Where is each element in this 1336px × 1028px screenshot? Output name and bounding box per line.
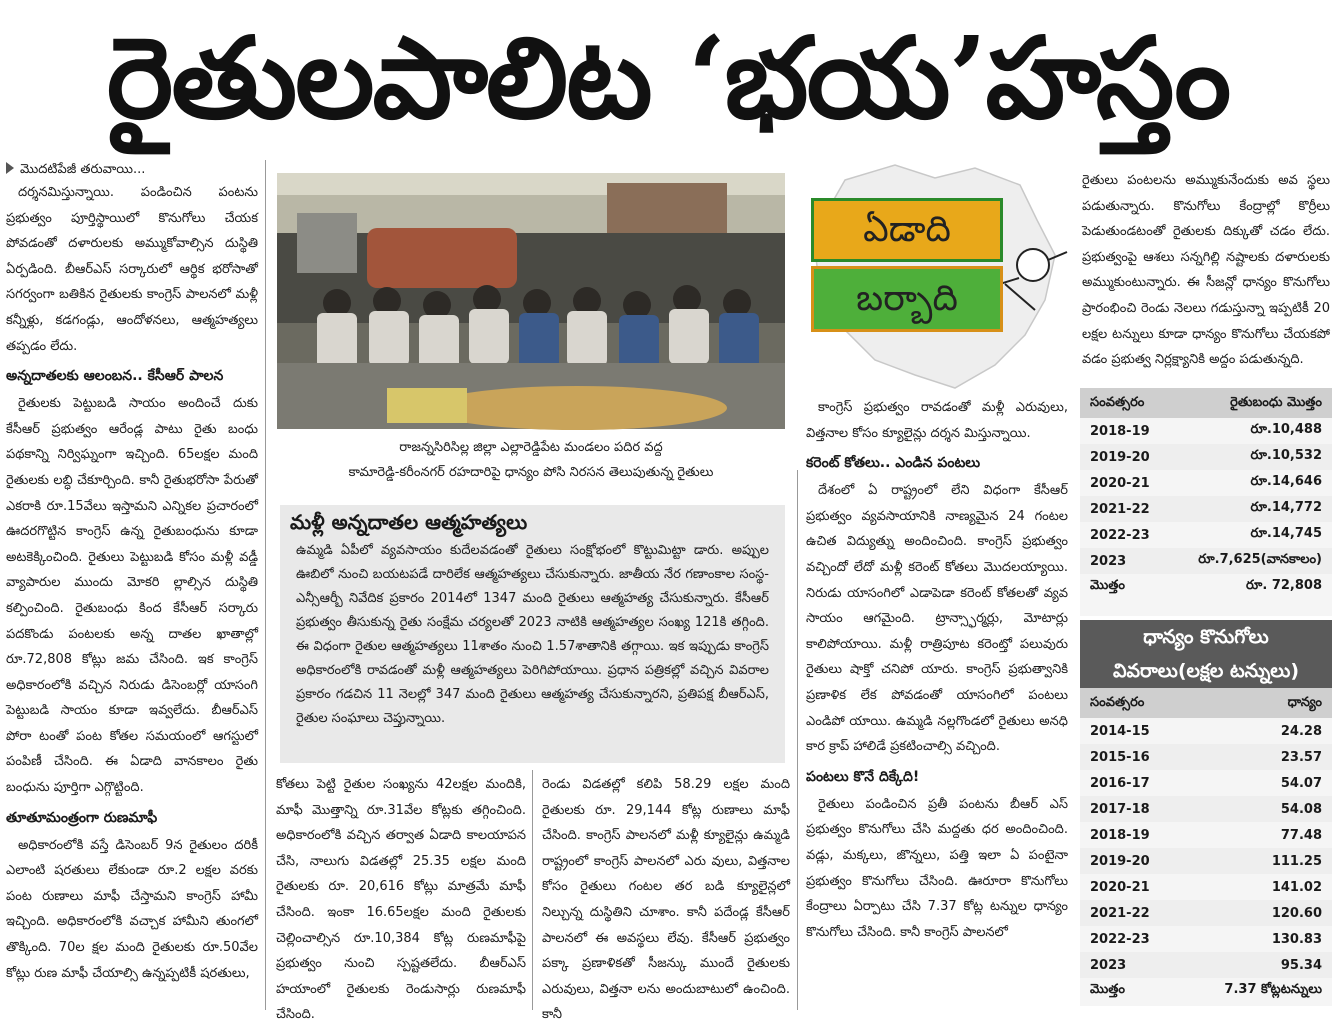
- table-row: [1080, 796, 1332, 822]
- table-row-total: [1080, 574, 1332, 600]
- table-cell-value: రూ.14,745: [1250, 526, 1322, 541]
- column-divider: [265, 160, 266, 1010]
- table1-header-amount: రైతుబంధు మొత్తం: [1230, 395, 1322, 410]
- table-cell-year: 2020-21: [1090, 879, 1150, 895]
- table-cell-year: 2023: [1080, 952, 1182, 978]
- column-divider: [797, 470, 798, 1010]
- table-row: [1080, 444, 1332, 470]
- table2-header-year: సంవత్సరం: [1090, 695, 1145, 710]
- chevron-right-icon: [6, 162, 14, 174]
- table-row: [1080, 522, 1332, 548]
- table2-header: [1080, 688, 1332, 718]
- table-cell-value: 54.07: [1280, 775, 1322, 791]
- table-cell-year: 2022-23: [1090, 527, 1150, 543]
- table-cell-year: 2018-19: [1090, 827, 1150, 843]
- table-row: [1080, 470, 1332, 496]
- table-cell-value: 24.28: [1280, 723, 1322, 739]
- table-cell-year: 2017-18: [1080, 796, 1182, 822]
- suicides-box: [280, 505, 785, 763]
- table-row: [1080, 496, 1332, 522]
- col4-paragraph-1: కాంగ్రెస్ ప్రభుత్వం రావడంతో మళ్లీ ఎరువులు, విత్తనాల కోసం క్యూలైన్లు దర్శన మిస్తున్నాయి.: [806, 400, 1068, 441]
- table-cell-year: 2021-22: [1080, 496, 1170, 522]
- column-4: [806, 395, 1068, 1010]
- photo-caption-line-1: రాజన్నసిరిసిల్ల జిల్లా ఎల్లారెడ్డిపేట మండలం పదిర వద్ద: [399, 440, 663, 455]
- table-cell-value: 54.08: [1182, 796, 1332, 822]
- table-cell-value: రూ.7,625(వానకాలం): [1170, 548, 1332, 574]
- table-cell-year: 2023: [1080, 548, 1170, 574]
- table-row: [1080, 548, 1332, 574]
- table-row: [1080, 770, 1332, 796]
- edadi-barbadi-graphic: [805, 160, 1075, 392]
- col2-paragraph: కోతలు పెట్టి రైతుల సంఖ్యను 42లక్షల మందికి, మాఫీ మొత్తాన్ని రూ.31వేల కోట్లకు తగ్గించింది. అధికారంలోకి వచ్చిన తర్వాత ఏడాది కాలయాపన చేసి, నాలుగు విడతల్లో 25.35 లక్షల మంది రైతులకు రూ. 20,616 కోట్లు మాత్రమే మాఫీ చేసింది. ఇంకా 16.65లక్షల మంది రైతులకు చెల్లించాల్సిన రూ.10,384 కోట్ల రుణమాఫీపై ప్రభుత్వం నుంచి స్పష్టతలేదు. బీఆర్ఎస్ హయాంలో రైతులకు రెండుసార్లు రుణమాఫీ చేసింది.: [276, 777, 526, 1023]
- table2-title-line-2: వివరాలు(లక్షల టన్నులు): [1112, 660, 1300, 682]
- table-cell-value: రూ.14,772: [1170, 496, 1332, 522]
- col3-paragraph: రెండు విడతల్లో కలిపి 58.29 లక్షల మంది రైతులకు రూ. 29,144 కోట్ల రుణాలు మాఫీ చేసింది. కాంగ్రెస్ పాలనలో మళ్లీ క్యూలైన్లు ఉమ్మడి రాష్ట్రంలో కాంగ్రెస్ పాలనలో ఎరు వులు, విత్తనాల కోసం రైతులు గంటల తర బడి క్యూలైన్లలో నిల్చున్న దుస్థితిని చూశాం. కానీ పదేండ్ల కేసీఆర్ పాలనలో ఈ అవస్థలు లేవు. కేసీఆర్ ప్రభుత్వం పక్కా ప్రణాళికతో సీజన్కు ముందే రైతులకు ఎరువులు, విత్తనా లను అందుబాటులో ఉంచింది. కానీ: [542, 777, 790, 1023]
- continuation-line: [6, 160, 258, 180]
- table2-title-line-1: ధాన్యం కొనుగోలు: [1143, 626, 1269, 648]
- table-cell-year: 2019-20: [1080, 444, 1170, 470]
- table2-body: [1080, 718, 1332, 1004]
- table-cell-value: 95.34: [1182, 952, 1332, 978]
- table-cell-year: మొత్తం: [1090, 578, 1125, 593]
- table1-header: [1080, 388, 1332, 418]
- table-cell-year: మొత్తం: [1090, 982, 1125, 997]
- table-cell-value: 111.25: [1182, 848, 1332, 874]
- table-row: [1080, 848, 1332, 874]
- column-5: [1082, 168, 1330, 383]
- col1-paragraph-1: దర్శనమిస్తున్నాయి. పండించిన పంటను ప్రభుత్వం పూర్తిస్థాయిలో కొనుగోలు చేయక పోవడంతో దళారులకు అమ్ముకోవాల్సిన దుస్థితి ఏర్పడింది. బీఆర్ఎస్ సర్కారులో ఆర్థిక భరోసాతో సగర్వంగా బతికిన రైతులకు కాంగ్రెస్ పాలనలో మళ్లీ కన్నీళ్లు, కడగండ్లు, ఆందోళనలు, ఆత్మహత్యలు తప్పడం లేదు.: [6, 185, 258, 354]
- col1-paragraph-2: రైతులకు పెట్టుబడి సాయం అందించే దుకు కేసీఆర్ ప్రభుత్వం ఆరేండ్ల పాటు రైతు బంధు పథకాన్ని నిర్విఘ్నంగా ఇచ్చింది. 65లక్షల మంది రైతులకు లబ్ధి చేకూర్చింది. కానీ రైతుభరోసా పేరుతో ఎకరాకి రూ.15వేలు ఇస్తామని ఎన్నికల ప్రచారంలో ఊదరగొట్టిన కాంగ్రెస్ ఉన్న రైతుబంధును కూడా అటకెక్కించింది. రైతులు పెట్టుబడి కోసం మళ్లీ వడ్డీ వ్యాపారుల ముందు మోకరి ల్లాల్సిన దుస్థితి కల్పించింది. రైతుబంధు కింద కేసీఆర్ సర్కారు పదకొండు పంటలకు అన్న దాతల ఖాతాల్లో రూ.72,808 కోట్లు జమ చేసింది. ఇక కాంగ్రెస్ అధికారంలోకి వచ్చిన నిరుడు డిసెంబర్లో యాసంగి పెట్టుబడి సాయం కూడా ఇవ్వలేదు. బీఆర్ఎస్ పోరా టంతో పంట కోతల సమయంలో ఆగస్టులో పంపిణీ చేసింది. ఈ ఏడాది వానకాలం రైతు బంధును పూర్తిగా ఎగ్గొట్టింది.: [6, 396, 258, 796]
- table-cell-year: 2021-22: [1080, 900, 1182, 926]
- table-cell-year: 2019-20: [1080, 848, 1182, 874]
- table-cell-value: 120.60: [1182, 900, 1332, 926]
- table2-header-grain: ధాన్యం: [1287, 695, 1322, 710]
- table-row: [1080, 418, 1332, 444]
- edadi-label: ఏడాది: [811, 198, 1003, 262]
- column-2-bottom: [276, 772, 526, 1023]
- table-row: [1080, 744, 1332, 770]
- table-row: [1080, 874, 1332, 900]
- col1-subheading-2: తూతూమంత్రంగా రుణమాఫీ: [6, 809, 158, 826]
- table1-body: [1080, 418, 1332, 600]
- barbadi-label: బర్బాది: [811, 266, 1003, 332]
- table-cell-value: 23.57: [1182, 744, 1332, 770]
- col4-subheading-2: పంటలు కొనే దిక్కేది!: [806, 768, 920, 785]
- protest-photo-illustration: [277, 173, 785, 429]
- table-cell-year: 2016-17: [1090, 775, 1150, 791]
- table1-header-year: సంవత్సరం: [1090, 395, 1145, 410]
- column-divider: [532, 770, 533, 1010]
- suicides-box-title: మళ్లీ అన్నదాతల ఆత్మహత్యలు: [290, 510, 528, 534]
- headline: రైతులపాలిట ‘భయ’హస్తం: [106, 13, 1230, 144]
- col1-paragraph-3: అధికారంలోకి వస్తే డిసెంబర్ 9న రైతులం దరికీ ఎలాంటి షరతులు లేకుండా రూ.2 లక్షల వరకు పంట రుణాలు మాఫీ చేస్తామని కాంగ్రెస్ హామీ ఇచ్చింది. అధికారంలోకి వచ్చాక హామీని తుంగలో తొక్కింది. 70ల క్షల మంది రైతులకు రూ.50వేల కోట్లు రుణ మాఫీ చేయాల్సి ఉన్నప్పటికీ షరతులు,: [6, 837, 258, 981]
- table-cell-value: 77.48: [1280, 827, 1322, 843]
- column-3-bottom: [542, 772, 790, 1023]
- grain-procurement-table: [1080, 620, 1332, 1006]
- table-cell-year: 2020-21: [1090, 475, 1150, 491]
- table-cell-value: 141.02: [1271, 879, 1322, 895]
- table-cell-year: 2015-16: [1080, 744, 1182, 770]
- table-cell-year: 2022-23: [1090, 931, 1150, 947]
- col1-subheading-1: అన్నదాతలకు ఆలంబన.. కేసీఆర్ పాలన: [6, 368, 224, 385]
- rythu-bandhu-table: [1080, 388, 1332, 616]
- table-row: [1080, 952, 1332, 978]
- table-cell-value: రూ.10,532: [1170, 444, 1332, 470]
- table-cell-year: 2014-15: [1090, 723, 1150, 739]
- table-row-total: [1080, 978, 1332, 1004]
- table-cell-value: రూ. 72,808: [1245, 578, 1322, 593]
- table-cell-value: 7.37 కోట్లటన్నులు: [1224, 982, 1322, 997]
- col4-paragraph-2: దేశంలో ఏ రాష్ట్రంలో లేని విధంగా కేసీఆర్ ప్రభుత్వం వ్యవసాయానికి నాణ్యమైన 24 గంటల ఉచిత విద్యుత్ను అందించింది. కాంగ్రెస్ ప్రభుత్వం వచ్చిందో లేదో మళ్లీ కరెంట్ కోతలు మొదలయ్యాయి. నిరుడు యాసంగిలో ఎడాపెడా కరెంట్ కోతలతో వ్యవ సాయం ఆగమైంది. ట్రాన్స్ఫార్మర్లు, మోటార్లు కాలిపోయాయి. మళ్లీ రాత్రిపూట కరెంట్తో పలువురు రైతులు షాక్తో చనిపో యారు. కాంగ్రెస్ ప్రభుత్వానికి ప్రణాళిక లేక పోవడంతో యాసంగిలో పంటలు ఎండిపో యాయి. ఉమ్మడి నల్లగొండలో రైతులు అనధి కార క్రాప్ హాలిడే ప్రకటించాల్సి వచ్చింది.: [806, 483, 1068, 755]
- col4-subheading-1: కరెంట్ కోతలు.. ఎండిన పంటలు: [806, 455, 981, 472]
- photo-caption-line-2: కామారెడ్డి-కరీంనగర్ రహదారిపై ధాన్యం పోసి నిరసన తెలుపుతున్న రైతులు: [348, 465, 714, 480]
- col4-paragraph-3: రైతులు పండించిన ప్రతీ పంటను బీఆర్ ఎస్ ప్రభుత్వం కొనుగోలు చేసి మద్దతు ధర అందించింది. వడ్లు, మక్కలు, జొన్నలు, పత్తి ఇలా ఏ పంటైనా ప్రభుత్వం కొనుగోలు చేసింది. ఊరూరా కొనుగోలు కేంద్రాలు ఏర్పాటు చేసి 7.37 కోట్ల టన్నుల ధాన్యం కొనుగోలు చేసింది. కానీ కాంగ్రెస్ పాలనలో: [806, 796, 1068, 940]
- table-cell-year: 2018-19: [1090, 423, 1150, 439]
- table-row: [1080, 900, 1332, 926]
- photo-caption: [277, 435, 785, 487]
- table-row: [1080, 822, 1332, 848]
- table-cell-value: 130.83: [1271, 931, 1322, 947]
- col5-paragraph-1: రైతులు పంటలను అమ్ముకునేందుకు అవ స్థలు పడుతున్నారు. కొనుగోలు కేంద్రాల్లో కొర్రీలు పెడుతుండటంతో రైతులకు దిక్కుతో చడం లేదు. ప్రభుత్వంపై ఆశలు సన్నగిల్లి నష్టాలకు దళారులకు అమ్ముకుంటున్నారు. ఈ సీజన్లో ధాన్యం కొనుగోలు ప్రారంభించి రెండు నెలలు గడుస్తున్నా ఇప్పటికీ 20 లక్షల టన్నులు కూడా ధాన్యం కొనుగోలు చేయకపో వడం ప్రభుత్వ నిర్లక్ష్యానికి అద్దం పడుతున్నది.: [1082, 173, 1330, 368]
- continuation-text: మొదటిపేజీ తరువాయి...: [20, 162, 146, 177]
- table-row: [1080, 926, 1332, 952]
- table-cell-value: రూ.14,646: [1250, 474, 1322, 489]
- table2-title: [1080, 620, 1332, 688]
- protest-photo: [277, 173, 785, 429]
- column-1: [6, 160, 258, 1012]
- table-cell-value: రూ.10,488: [1250, 422, 1322, 437]
- table-row: [1080, 718, 1332, 744]
- suicides-box-body: ఉమ్మడి ఏపీలో వ్యవసాయం కుదేలవడంతో రైతులు సంక్షోభంలో కొట్టుమిట్టా డారు. అప్పుల ఊబిలో నుంచి బయటపడే దారిలేక ఆత్మహత్యలు చేసుకున్నారు. జాతీయ నేర గణాంకాల సంస్థ-ఎన్సీఆర్బీ నివేదిక ప్రకారం 2014లో 1347 మంది రైతులు ఆత్మహత్య చేసుకున్నారు. కేసీఆర్ ప్రభుత్వం తీసుకున్న రైతు సంక్షేమ చర్యలతో 2023 నాటికి ఆత్మహత్యల సంఖ్య 121కి తగ్గింది. ఈ విధంగా రైతుల ఆత్మహత్యలు 11శాతం నుంచి 1.57శాతానికి తగ్గాయి. ఇక ఇప్పుడు కాంగ్రెస్ అధికారంలోకి రావడంతో మళ్లీ ఆత్మహత్యలు పెరిగిపోయాయి. ప్రధాన పత్రికల్లో వచ్చిన వివరాల ప్రకారం గడచిన 11 నెలల్లో 347 మంది రైతులు ఆత్మహత్య చేసుకున్నారని, ప్రతిపక్ష బీఆర్ఎస్, రైతుల సంఘాలు చెప్తున్నాయి.: [296, 543, 769, 726]
